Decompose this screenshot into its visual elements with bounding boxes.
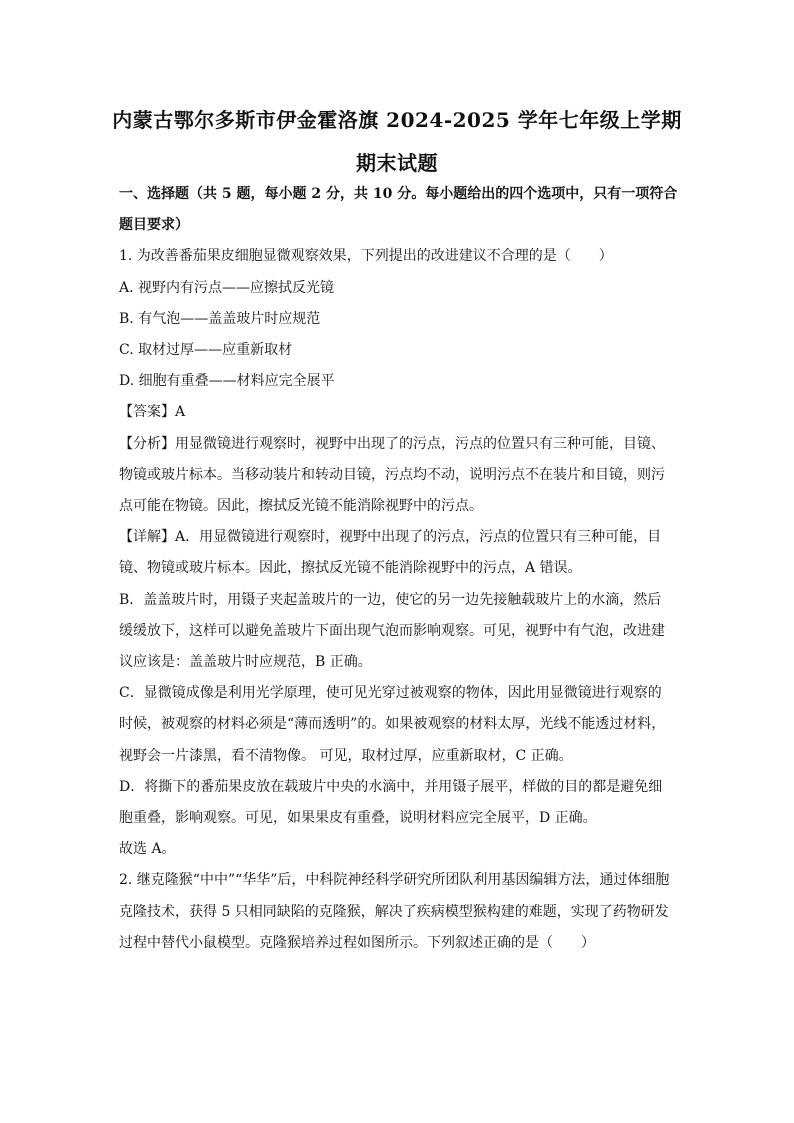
question-1-option-c: C. 取材过厚——应重新取材 — [119, 342, 293, 358]
document-title-line-2: 期末试题 — [356, 151, 438, 175]
question-2-stem-line: 克隆技术，获得 5 只相同缺陷的克隆猴，解决了疾病模型猴构建的难题，实现了药物研发 — [119, 904, 669, 920]
question-1-detail-line: 缓缓放下，这样可以避免盖玻片下面出现气泡而影响观察。可见，视野中有气泡，改进建 — [119, 623, 665, 639]
question-1-analysis-line: 物镜或玻片标本。当移动装片和转动目镜，污点均不动，说明污点不在装片和目镜，则污 — [119, 467, 665, 483]
question-1-detail-line: 【详解】A．用显微镜进行观察时，视野中出现了的污点，污点的位置只有三种可能，目 — [119, 529, 662, 545]
question-1-conclusion: 故选 A。 — [119, 841, 176, 857]
question-1-answer: 【答案】A — [119, 404, 186, 420]
question-1-detail-line: 议应该是：盖盖玻片时应规范，B 正确。 — [119, 654, 372, 670]
question-1-detail-line: C．显微镜成像是利用光学原理，使可见光穿过被观察的物体，因此用显微镜进行观察的 — [119, 685, 662, 701]
question-1-stem: 1. 为改善番茄果皮细胞显微观察效果，下列提出的改进建议不合理的是（ ） — [119, 248, 613, 264]
question-1-detail-line: 胞重叠，影响观察。可见，如果果皮有重叠，说明材料应完全展平，D 正确。 — [119, 810, 597, 826]
question-1-option-b: B. 有气泡——盖盖玻片时应规范 — [119, 311, 321, 327]
question-1-detail-line: D．将撕下的番茄果皮放在载玻片中央的水滴中，并用镊子展平，样做的目的都是避免细 — [119, 779, 663, 795]
document-title-line-1: 内蒙古鄂尔多斯市伊金霍洛旗 2024-2025 学年七年级上学期 — [112, 108, 682, 132]
question-1-detail-line: 视野会一片漆黑，看不清物像。 可见，取材过厚，应重新取材，C 正确。 — [119, 748, 573, 764]
question-2-stem-line: 过程中替代小鼠模型。克隆猴培养过程如图所示。下列叙述正确的是（ ） — [119, 935, 595, 951]
section-heading: 一、选择题（共 5 题，每小题 2 分，共 10 分。每小题给出的四个选项中，只有一项符合 — [119, 186, 678, 202]
question-1-analysis-line: 【分析】用显微镜进行观察时，视野中出现了的污点，污点的位置只有三种可能，目镜、 — [119, 436, 665, 452]
question-1-option-d: D. 细胞有重叠——材料应完全展平 — [119, 373, 335, 389]
question-1-analysis-line: 点可能在物镜。因此，擦拭反光镜不能消除视野中的污点。 — [119, 498, 483, 514]
question-2-stem-line: 2. 继克隆猴“中中”“华华”后，中科院神经科学研究所团队利用基因编辑方法，通过体细胞 — [119, 872, 670, 888]
question-1-detail-line: B．盖盖玻片时，用镊子夹起盖玻片的一边，使它的另一边先接触载玻片上的水滴，然后 — [119, 592, 662, 608]
question-1-detail-line: 镜、物镜或玻片标本。因此，擦拭反光镜不能消除视野中的污点，A 错误。 — [119, 560, 582, 576]
question-1-option-a: A. 视野内有污点——应擦拭反光镜 — [119, 280, 335, 296]
section-heading-cont: 题目要求） — [119, 217, 189, 233]
question-1-detail-line: 时候，被观察的材料必须是“薄而透明”的。如果被观察的材料太厚，光线不能透过材料， — [119, 716, 666, 732]
